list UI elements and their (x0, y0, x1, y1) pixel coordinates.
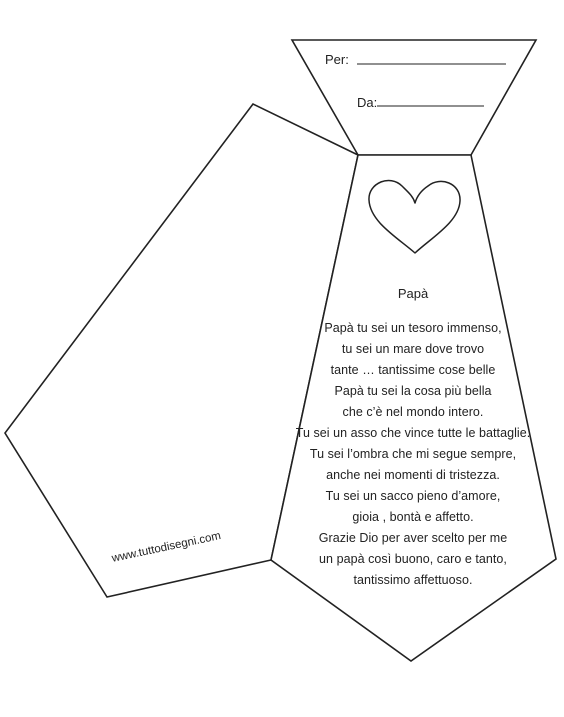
poem-line: gioia , bontà e affetto. (352, 510, 474, 524)
poem-line: Grazie Dio per aver scelto per me (318, 531, 508, 545)
for-label: Per: (325, 52, 349, 67)
poem-line: tu sei un mare dove trovo (341, 342, 485, 356)
poem-title: Papà (397, 286, 429, 301)
watermark-text: www.tuttodisegni.com (110, 530, 223, 565)
poem-line: Tu sei l’ombra che mi segue sempre, (309, 447, 517, 461)
poem-line: un papà così buono, caro e tanto, (319, 552, 507, 566)
poem-line: Tu sei un sacco pieno d’amore, (325, 489, 501, 503)
poem-line: Papà tu sei un tesoro immenso, (324, 321, 502, 335)
poem-line: anche nei momenti di tristezza. (326, 468, 500, 482)
poem-line: tantissimo affettuoso. (353, 573, 473, 587)
from-label: Da: (357, 95, 378, 110)
poem-line: tante … tantissime cose belle (330, 363, 496, 377)
poem-line: Tu sei un asso che vince tutte le battaglie. (295, 426, 531, 440)
poem-line: Papà tu sei la cosa più bella (334, 384, 492, 398)
poem-line: che c’è nel mondo intero. (342, 405, 484, 419)
